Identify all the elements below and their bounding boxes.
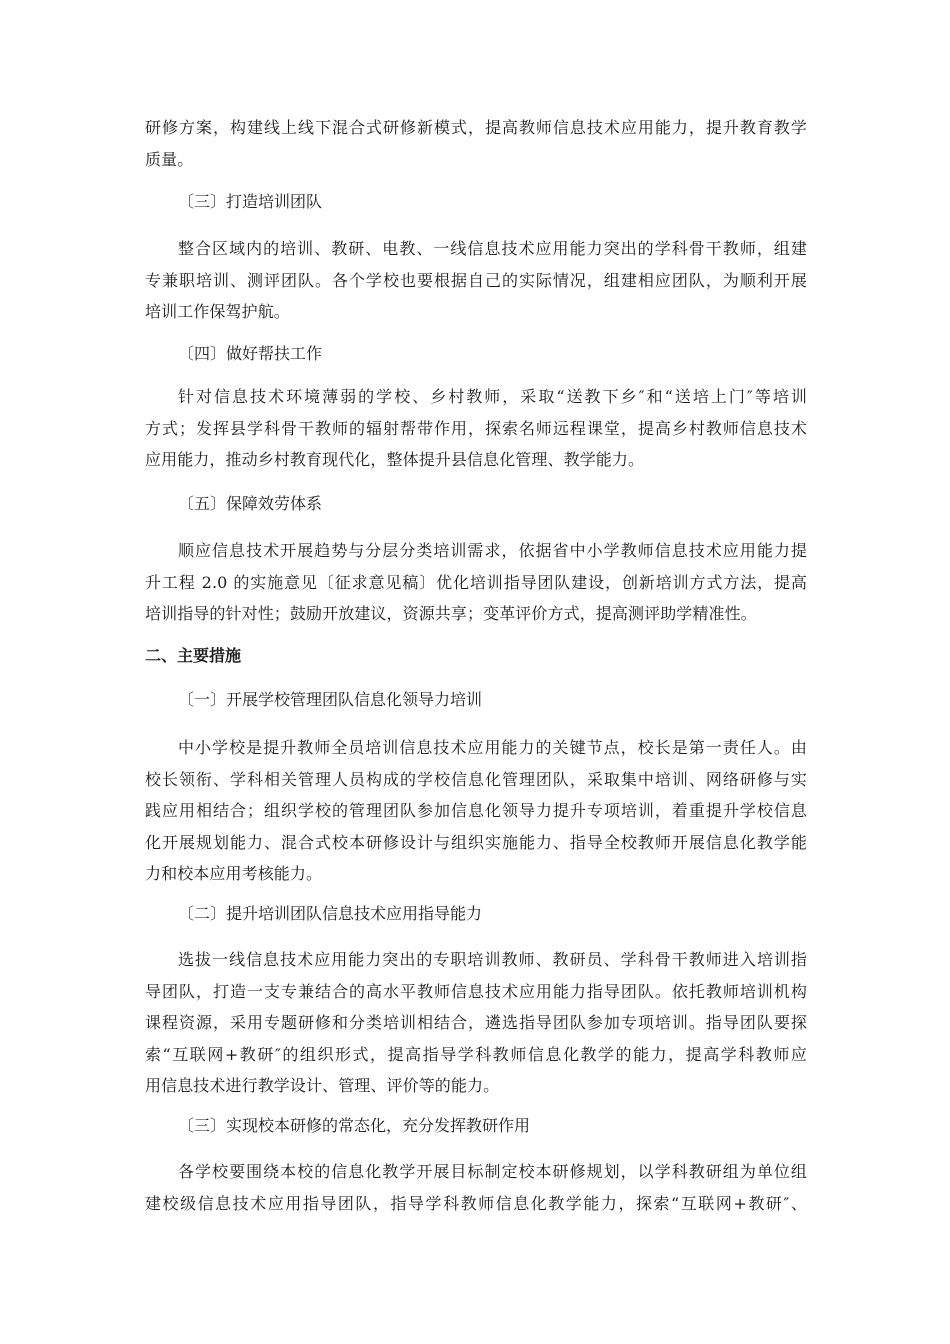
text-line: 力和校本应用考核能力。 [145,864,323,883]
section-heading-main-measures: 二、主要措施 [145,646,242,665]
paragraph-training-team [145,233,807,328]
text-line: 针对信息技术环境薄弱的学校、乡村教师，采取“送教下乡″和“送培上门″等培训 [178,387,807,406]
text-line: 质量。 [145,149,194,169]
text-line: 整合区域内的培训、教研、电教、一线信息技术应用能力突出的学科骨干教师，组建 [178,239,807,258]
subheading-service-system: 〔五〕保障效劳体系 [178,494,323,513]
text-line: 索“互联网+教研″的组织形式，提高指导学科教师信息化教学的能力，提高学科教师应 [145,1044,807,1064]
text-line: 方式；发挥县学科骨干教师的辐射帮带作用，探索名师远程课堂，提高乡村教师信息技术 [145,418,807,438]
text-line: 专兼职培训、测评团队。各个学校也要根据自己的实际情况，组建相应团队，为顺利开展 [145,270,807,290]
text-line: 顺应信息技术开展趋势与分层分类培训需求，依据省中小学教师信息技术应用能力提 [178,541,807,560]
subheading-school-based-research: 〔三〕实现校本研修的常态化，充分发挥教研作用 [178,1116,531,1135]
text-line: 各学校要围绕本校的信息化教学开展目标制定校本研修规划，以学科教研组为单位组 [178,1162,807,1181]
paragraph-leadership-training [145,732,807,890]
text-line: 应用能力，推动乡村教育现代化，整体提升县信息化管理、教学能力。 [145,450,645,469]
text-line: 化开展规划能力、混合式校本研修设计与组织实施能力、指导全校教师开展信息化教学能 [145,832,807,852]
text-line: 研修方案，构建线上线下混合式研修新模式，提高教师信息技术应用能力，提升教育教学 [145,118,807,137]
subheading-support-work: 〔四〕做好帮扶工作 [178,344,323,363]
paragraph-support-work [145,381,807,476]
text-line: 中小学校是提升教师全员培训信息技术应用能力的关键节点，校长是第一责任人。由 [178,738,807,757]
text-line: 校长领衔、学科相关管理人员构成的学校信息化管理团队，采取集中培训、网络研修与实 [145,769,807,789]
text-line: 用信息技术进行教学设计、管理、评价等的能力。 [145,1076,500,1095]
paragraph-intro-continuation [145,112,807,175]
paragraph-guidance-ability [145,944,807,1102]
paragraph-service-system [145,535,807,630]
text-line: 升工程 2.0 的实施意见〔征求意见稿〕优化培训指导团队建设，创新培训方式方法，提高 [145,572,807,592]
text-line: 建校级信息技术应用指导团队，指导学科教师信息化教学能力，探索“互联网+教研″、 [145,1193,807,1213]
text-line: 培训工作保驾护航。 [145,302,290,321]
paragraph-school-based-research [145,1156,807,1219]
text-line: 课程资源，采用专题研修和分类培训相结合，遴选指导团队参加专项培训。指导团队要探 [145,1013,807,1032]
subheading-leadership-training: 〔一〕开展学校管理团队信息化领导力培训 [178,690,483,709]
text-line: 培训指导的针对性；鼓励开放建议，资源共享；变革评价方式，提高测评助学精准性。 [145,604,757,623]
text-line: 践应用相结合；组织学校的管理团队参加信息化领导力提升专项培训，着重提升学校信息 [145,801,807,820]
subheading-guidance-ability: 〔二〕提升培训团队信息技术应用指导能力 [178,904,483,923]
text-line: 导团队，打造一支专兼结合的高水平教师信息技术应用能力指导团队。依托教师培训机构 [145,981,807,1001]
text-line: 选拔一线信息技术应用能力突出的专职培训教师、教研员、学科骨干教师进入培训指 [178,950,807,969]
subheading-build-training-team: 〔三〕打造培训团队 [178,192,323,211]
